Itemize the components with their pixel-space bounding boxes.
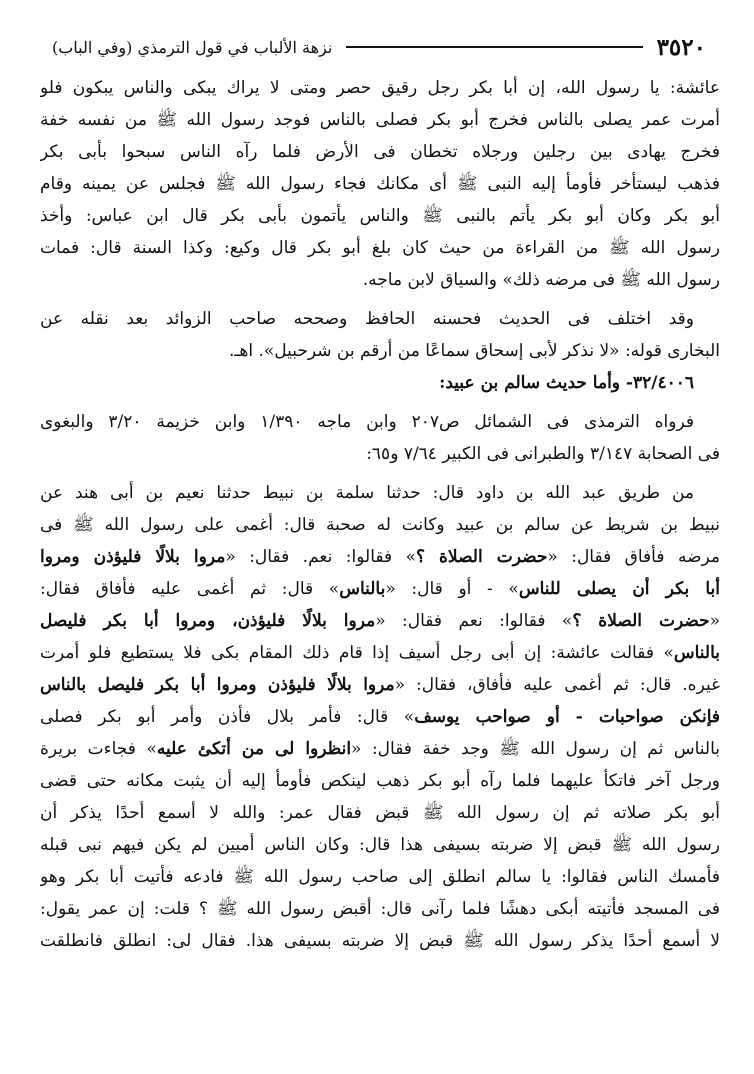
paragraph-gap: [40, 399, 720, 406]
text-run: غيره. قال: ثم أغمى عليه فأفاق، فقال: «: [394, 675, 720, 695]
text-line: رسول الله ﷺ من القراءة من حيث كان بلغ أبو بكر قال وكيع: وكذا السنة قال: فمات: [40, 238, 720, 258]
text-run: «: [709, 611, 720, 631]
text-run: » قال: ثم أغمى عليه فأفاق فقال:: [40, 579, 340, 599]
text-line: [40, 541, 720, 573]
text-line: أمرت عمر يصلى بالناس فخرج أبو بكر فصلى بالناس فوجد رسول الله ﷺ من نفسه خفة: [40, 110, 720, 130]
text-line: رسول الله ﷺ قبض إلا ضربته بسيفى هذا قال: وكان الناس أميين لم يكن فيهم نبى قبله: [40, 835, 720, 855]
bold-quote: مروا بلالًا فليؤذن ومروا: [40, 547, 226, 567]
text-line: [40, 733, 720, 765]
text-line: فى المسجد فأتيته أبكى دهشًا فلما رآنى قال: أقبض رسول الله ﷺ ؟ قلت: إن عمر يقول:: [40, 899, 720, 919]
body-text: [40, 72, 720, 957]
header-rule: [346, 46, 642, 48]
paragraph-2: [40, 303, 720, 367]
bold-quote: بالناس: [673, 643, 720, 663]
bold-quote: حضرت الصلاة ؟: [572, 611, 710, 631]
page-header: [52, 30, 706, 64]
text-line: فرواه الترمذى فى الشمائل ص٢٠٧ وابن ماجه ١/٣٩٠ وابن خزيمة ٣/٢٠ والبغوى: [40, 412, 694, 432]
paragraph-4: [40, 477, 720, 957]
text-line: [40, 637, 720, 669]
text-run: » - أو قال: «: [385, 579, 519, 599]
text-run: مرضه فأفاق فقال: «: [547, 547, 720, 567]
section-heading: ٣٢/٤٠٠٦- وأما حديث سالم بن عبيد:: [439, 373, 694, 393]
bold-quote: فإنكن صواحبات - أو صواحب يوسف: [414, 707, 720, 727]
text-line: فذهب ليستأخر فأومأ إليه النبى ﷺ أى مكانك فجاء رسول الله ﷺ فجلس عن يمينه وقام: [40, 174, 720, 194]
text-run: » فقالت عائشة: إن أبى رجل أسيف إذا قام ذلك المقام بكى فلا يستطيع فلو أمرت: [40, 643, 674, 663]
text-line: أبو بكر وكان أبو بكر يأتم بالنبى ﷺ والناس يأتمون بأبى بكر قال ابن عباس: وأخذ: [40, 206, 720, 226]
text-line: من طريق عبد الله بن داود قال: حدثنا سلمة بن نبيط حدثنا نعيم بن أبى هند عن: [40, 483, 694, 503]
bold-quote: مروا بلالًا فليؤذن ومروا أبا بكر فليصل بالناس: [40, 675, 395, 695]
text-run: بالناس ثم إن رسول الله ﷺ وجد خفة فقال: «: [351, 739, 720, 759]
bold-quote: انظروا لى من أتكئ عليه: [156, 739, 352, 759]
paragraph-gap: [40, 296, 720, 303]
text-line: نبيط بن شريط عن سالم بن عبيد وكانت له صحبة قال: أغمى على رسول الله ﷺ فى: [40, 515, 720, 535]
text-line: أبو بكر صلاته ثم إن رسول الله ﷺ قبض فقال عمر: والله لا أسمع أحدًا يذكر أن: [40, 803, 720, 823]
bold-quote: مروا بلالًا فليؤذن، ومروا أبا بكر فليصل: [40, 611, 376, 631]
text-run: » قال: فأمر بلال فأذن وأمر أبو بكر فصلى: [40, 707, 415, 727]
bold-quote: بالناس: [339, 579, 386, 599]
text-line: وقد اختلف فى الحديث فحسنه الحافظ وصححه صاحب الزوائد بعد نقله عن: [40, 309, 694, 329]
text-line: فى الصحابة ٣/١٤٧ والطبرانى فى الكبير ٧/٦٤ و٦٥:: [366, 444, 720, 464]
running-title: نزهة الألباب في قول الترمذي (وفي الباب): [52, 37, 333, 57]
text-line: ورجل آخر فاتكأ عليهما فلما رآه أبو بكر ذهب لينكص فأومأ إليه أن يثبت مكانه حتى قضى: [40, 771, 720, 791]
bold-quote: حضرت الصلاة ؟: [416, 547, 548, 567]
page-number: ٣٥٢٠: [656, 33, 706, 61]
text-line: لا أسمع أحدًا يذكر رسول الله ﷺ قبض إلا ضربته بسيفى هذا. فقال لى: انطلق فانطلقت: [40, 931, 720, 951]
paragraph-1: [40, 72, 720, 296]
text-line: [40, 701, 720, 733]
paragraph-3: [40, 406, 720, 470]
text-line: فأمسك الناس فقالوا: يا سالم انطلق إلى صاحب رسول الله ﷺ فادعه فأتيت أبا بكر وهو: [40, 867, 720, 887]
text-line: فخرج يهادى بين رجلين ورجلاه تخطان فى الأرض فلما رآه الناس سبحوا بأبى بكر: [40, 142, 720, 162]
text-run: » فقالوا: نعم فقال: «: [375, 611, 573, 631]
text-line: [40, 669, 720, 701]
text-line: [40, 605, 720, 637]
text-run: » فقالوا: نعم. فقال: «: [225, 547, 416, 567]
text-line: عائشة: يا رسول الله، إن أبا بكر رجل رقيق حصر ومتى لا يراك يبكى والناس يبكون فلو: [40, 78, 720, 98]
text-line: رسول الله ﷺ فى مرضه ذلك» والسياق لابن ماجه.: [362, 270, 720, 290]
text-line: [40, 573, 720, 605]
text-run: » فجاءت بريرة: [40, 739, 157, 759]
text-line: البخارى قوله: «لا نذكر لأبى إسحاق سماعًا من أرقم بن شرحبيل». اهـ.: [228, 341, 720, 361]
bold-quote: أبا بكر أن يصلى للناس: [518, 579, 720, 599]
paragraph-gap: [40, 470, 720, 477]
